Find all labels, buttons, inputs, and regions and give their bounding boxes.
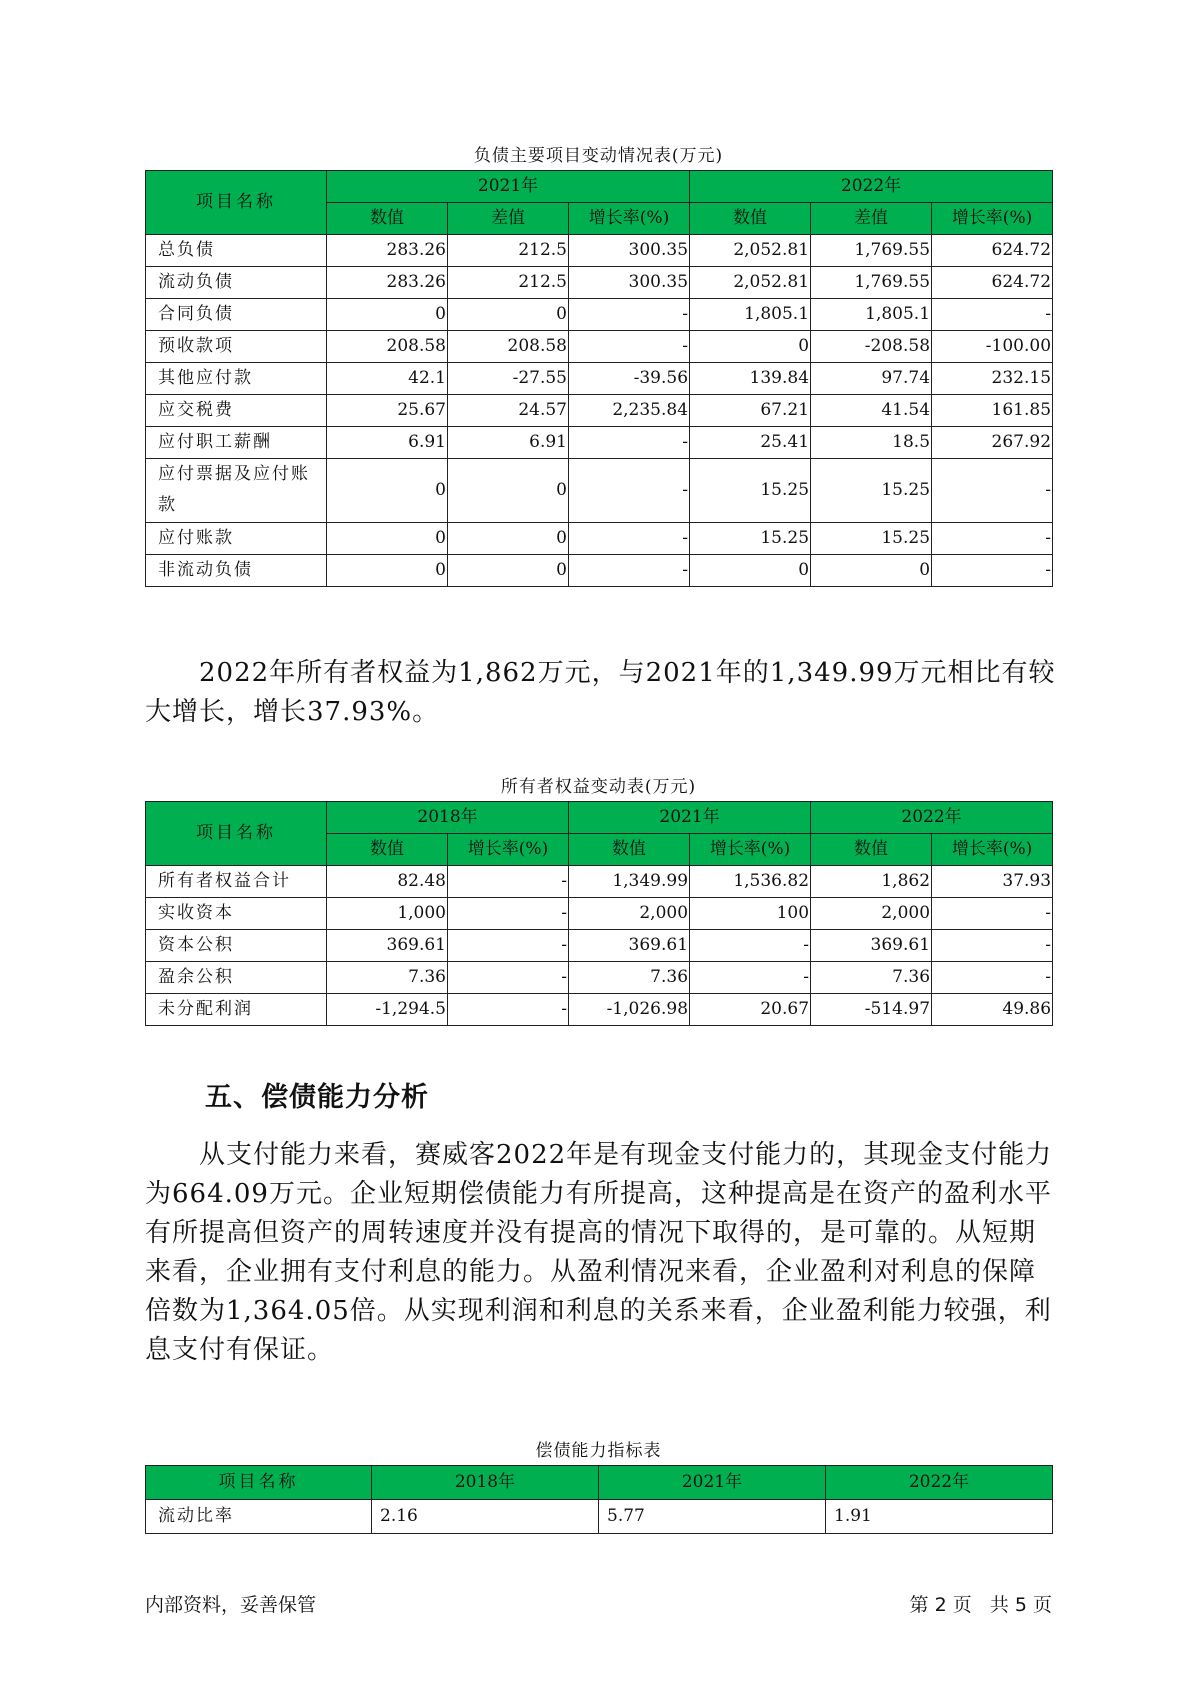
- table-cell: -: [932, 523, 1053, 555]
- table-cell: 2,052.81: [690, 267, 811, 299]
- table-cell: 49.86: [932, 994, 1053, 1026]
- table-cell: 42.1: [327, 363, 448, 395]
- row-label: 预收款项: [146, 331, 327, 363]
- table-row: [146, 427, 1053, 459]
- row-label: 非流动负债: [146, 555, 327, 587]
- table-row: [146, 555, 1053, 587]
- table-row: [146, 523, 1053, 555]
- row-label: 合同负债: [146, 299, 327, 331]
- table-row: [146, 331, 1053, 363]
- table-cell: -: [932, 555, 1053, 587]
- table-cell: -39.56: [569, 363, 690, 395]
- table-cell: 0: [690, 555, 811, 587]
- column-subheader: 增长率(%): [932, 203, 1053, 235]
- equity-table: [145, 801, 1053, 1026]
- table-row: [146, 866, 1053, 898]
- table-row: [146, 1500, 1053, 1534]
- table-cell: -: [448, 994, 569, 1026]
- table-cell: 139.84: [690, 363, 811, 395]
- column-header-year: 2021年: [599, 1466, 826, 1500]
- table-cell: 300.35: [569, 267, 690, 299]
- equity-summary-paragraph: 2022年所有者权益为1,862万元，与2021年的1,349.99万元相比有较大增长，增长37.93%。: [145, 658, 1056, 727]
- row-label: 资本公积: [146, 930, 327, 962]
- table-cell: -: [448, 930, 569, 962]
- table-cell: -: [569, 427, 690, 459]
- table-cell: 100: [690, 898, 811, 930]
- table-cell: 1.91: [826, 1500, 1053, 1534]
- table-cell: -27.55: [448, 363, 569, 395]
- table-cell: 0: [327, 459, 448, 523]
- table-cell: 208.58: [327, 331, 448, 363]
- column-header-year: 2018年: [372, 1466, 599, 1500]
- column-header-year: 2022年: [690, 171, 1053, 203]
- table-cell: 2,235.84: [569, 395, 690, 427]
- table-cell: -: [932, 459, 1053, 523]
- table-row: [146, 898, 1053, 930]
- table-cell: 15.25: [811, 459, 932, 523]
- table-cell: 7.36: [327, 962, 448, 994]
- table-cell: -: [690, 930, 811, 962]
- table-cell: 212.5: [448, 267, 569, 299]
- row-label: 实收资本: [146, 898, 327, 930]
- row-label: 应付职工薪酬: [146, 427, 327, 459]
- table-cell: -: [932, 898, 1053, 930]
- column-subheader: 数值: [327, 834, 448, 866]
- row-label: 总负债: [146, 235, 327, 267]
- column-subheader: 数值: [569, 834, 690, 866]
- table-cell: -208.58: [811, 331, 932, 363]
- table-cell: -1,294.5: [327, 994, 448, 1026]
- table-cell: 0: [448, 555, 569, 587]
- table-cell: 18.5: [811, 427, 932, 459]
- column-subheader: 增长率(%): [690, 834, 811, 866]
- table-cell: 7.36: [569, 962, 690, 994]
- table-cell: 0: [448, 523, 569, 555]
- equity-table-block: [145, 773, 1052, 1026]
- column-header-year: 2022年: [811, 802, 1053, 834]
- table-cell: 624.72: [932, 267, 1053, 299]
- table-cell: 0: [327, 555, 448, 587]
- column-subheader: 增长率(%): [932, 834, 1053, 866]
- table-cell: 0: [448, 459, 569, 523]
- table-cell: 208.58: [448, 331, 569, 363]
- table-row: [146, 299, 1053, 331]
- table-cell: 369.61: [811, 930, 932, 962]
- table-cell: -: [932, 962, 1053, 994]
- table-cell: 0: [327, 523, 448, 555]
- footer-confidential-note: 内部资料，妥善保管: [145, 1594, 317, 1616]
- table-cell: 161.85: [932, 395, 1053, 427]
- table-row: [146, 994, 1053, 1026]
- table-cell: -: [569, 299, 690, 331]
- table-cell: 624.72: [932, 235, 1053, 267]
- table-cell: -: [448, 898, 569, 930]
- table-cell: 15.25: [690, 459, 811, 523]
- table-cell: -: [690, 962, 811, 994]
- table-cell: 6.91: [448, 427, 569, 459]
- table-cell: 20.67: [690, 994, 811, 1026]
- table-cell: -: [448, 866, 569, 898]
- row-label: 其他应付款: [146, 363, 327, 395]
- table-cell: 2,052.81: [690, 235, 811, 267]
- table-cell: 1,769.55: [811, 267, 932, 299]
- column-header-year: 2021年: [327, 171, 690, 203]
- column-subheader: 数值: [811, 834, 932, 866]
- table-cell: -1,026.98: [569, 994, 690, 1026]
- table-cell: 267.92: [932, 427, 1053, 459]
- table-cell: 232.15: [932, 363, 1053, 395]
- row-label: 应交税费: [146, 395, 327, 427]
- table-cell: 2.16: [372, 1500, 599, 1534]
- column-header-name: 项目名称: [146, 1466, 372, 1500]
- table-row: [146, 267, 1053, 299]
- row-label: 未分配利润: [146, 994, 327, 1026]
- solvency-analysis-paragraph: 从支付能力来看，赛威客2022年是有现金支付能力的，其现金支付能力为664.09万元。企业短期偿债能力有所提高，这种提高是在资产的盈利水平有所提高但资产的周转速度并没有提高的情况下取得的，是可靠的。从短期来看，企业拥有支付利息的能力。从盈利情况来看，企业盈利对利息的保障倍数为1,364.05倍。从实现利润和利息的关系来看，企业盈利能力较强，利息支付有保证。: [145, 1140, 1053, 1365]
- table-cell: 1,536.82: [690, 866, 811, 898]
- column-header-year: 2022年: [826, 1466, 1053, 1500]
- column-subheader: 差值: [811, 203, 932, 235]
- row-label: 应付票据及应付账款: [146, 459, 327, 523]
- table-row: [146, 930, 1053, 962]
- table-cell: -: [569, 555, 690, 587]
- column-header-name: 项目名称: [146, 171, 327, 235]
- row-label: 应付账款: [146, 523, 327, 555]
- table-cell: 1,805.1: [811, 299, 932, 331]
- table-cell: -: [932, 299, 1053, 331]
- table-cell: 369.61: [569, 930, 690, 962]
- table-row: [146, 459, 1053, 523]
- solvency-table: [145, 1465, 1053, 1534]
- column-header-year: 2021年: [569, 802, 811, 834]
- row-label: 所有者权益合计: [146, 866, 327, 898]
- table-row: [146, 235, 1053, 267]
- table-cell: 0: [690, 331, 811, 363]
- table-cell: 300.35: [569, 235, 690, 267]
- table-cell: -: [569, 523, 690, 555]
- row-label: 流动比率: [146, 1500, 372, 1534]
- table-cell: -: [569, 331, 690, 363]
- table-cell: 2,000: [569, 898, 690, 930]
- table-cell: 41.54: [811, 395, 932, 427]
- table-cell: 67.21: [690, 395, 811, 427]
- table-cell: -: [932, 930, 1053, 962]
- table-cell: -: [569, 459, 690, 523]
- table-cell: 2,000: [811, 898, 932, 930]
- column-subheader: 增长率(%): [448, 834, 569, 866]
- table-row: [146, 962, 1053, 994]
- table-cell: -514.97: [811, 994, 932, 1026]
- liabilities-table-block: [145, 142, 1052, 587]
- table-cell: 24.57: [448, 395, 569, 427]
- table-row: [146, 363, 1053, 395]
- table-cell: 1,000: [327, 898, 448, 930]
- table-cell: 25.67: [327, 395, 448, 427]
- table-row: [146, 395, 1053, 427]
- table-cell: -100.00: [932, 331, 1053, 363]
- column-subheader: 增长率(%): [569, 203, 690, 235]
- solvency-table-block: [145, 1437, 1052, 1534]
- table-cell: 82.48: [327, 866, 448, 898]
- column-header-year: 2018年: [327, 802, 569, 834]
- table-cell: 0: [327, 299, 448, 331]
- column-subheader: 数值: [327, 203, 448, 235]
- table-cell: 25.41: [690, 427, 811, 459]
- table-cell: 6.91: [327, 427, 448, 459]
- table-cell: 5.77: [599, 1500, 826, 1534]
- column-subheader: 差值: [448, 203, 569, 235]
- table-caption: 负债主要项目变动情况表(万元): [473, 146, 724, 166]
- table-caption: 偿债能力指标表: [535, 1441, 662, 1461]
- table-cell: 0: [811, 555, 932, 587]
- table-cell: 1,862: [811, 866, 932, 898]
- table-cell: 283.26: [327, 267, 448, 299]
- table-cell: -: [448, 962, 569, 994]
- table-cell: 1,349.99: [569, 866, 690, 898]
- table-cell: 283.26: [327, 235, 448, 267]
- table-caption: 所有者权益变动表(万元): [500, 777, 697, 797]
- table-cell: 15.25: [690, 523, 811, 555]
- table-cell: 7.36: [811, 962, 932, 994]
- table-cell: 15.25: [811, 523, 932, 555]
- column-header-name: 项目名称: [146, 802, 327, 866]
- row-label: 盈余公积: [146, 962, 327, 994]
- row-label: 流动负债: [146, 267, 327, 299]
- liabilities-table: [145, 170, 1053, 587]
- section-heading: 五、偿债能力分析: [205, 1082, 429, 1113]
- table-cell: 0: [448, 299, 569, 331]
- table-cell: 369.61: [327, 930, 448, 962]
- table-cell: 212.5: [448, 235, 569, 267]
- column-subheader: 数值: [690, 203, 811, 235]
- table-cell: 37.93: [932, 866, 1053, 898]
- table-cell: 97.74: [811, 363, 932, 395]
- table-cell: 1,805.1: [690, 299, 811, 331]
- table-cell: 1,769.55: [811, 235, 932, 267]
- footer-page-number: 第 2 页 共 5 页: [909, 1594, 1052, 1616]
